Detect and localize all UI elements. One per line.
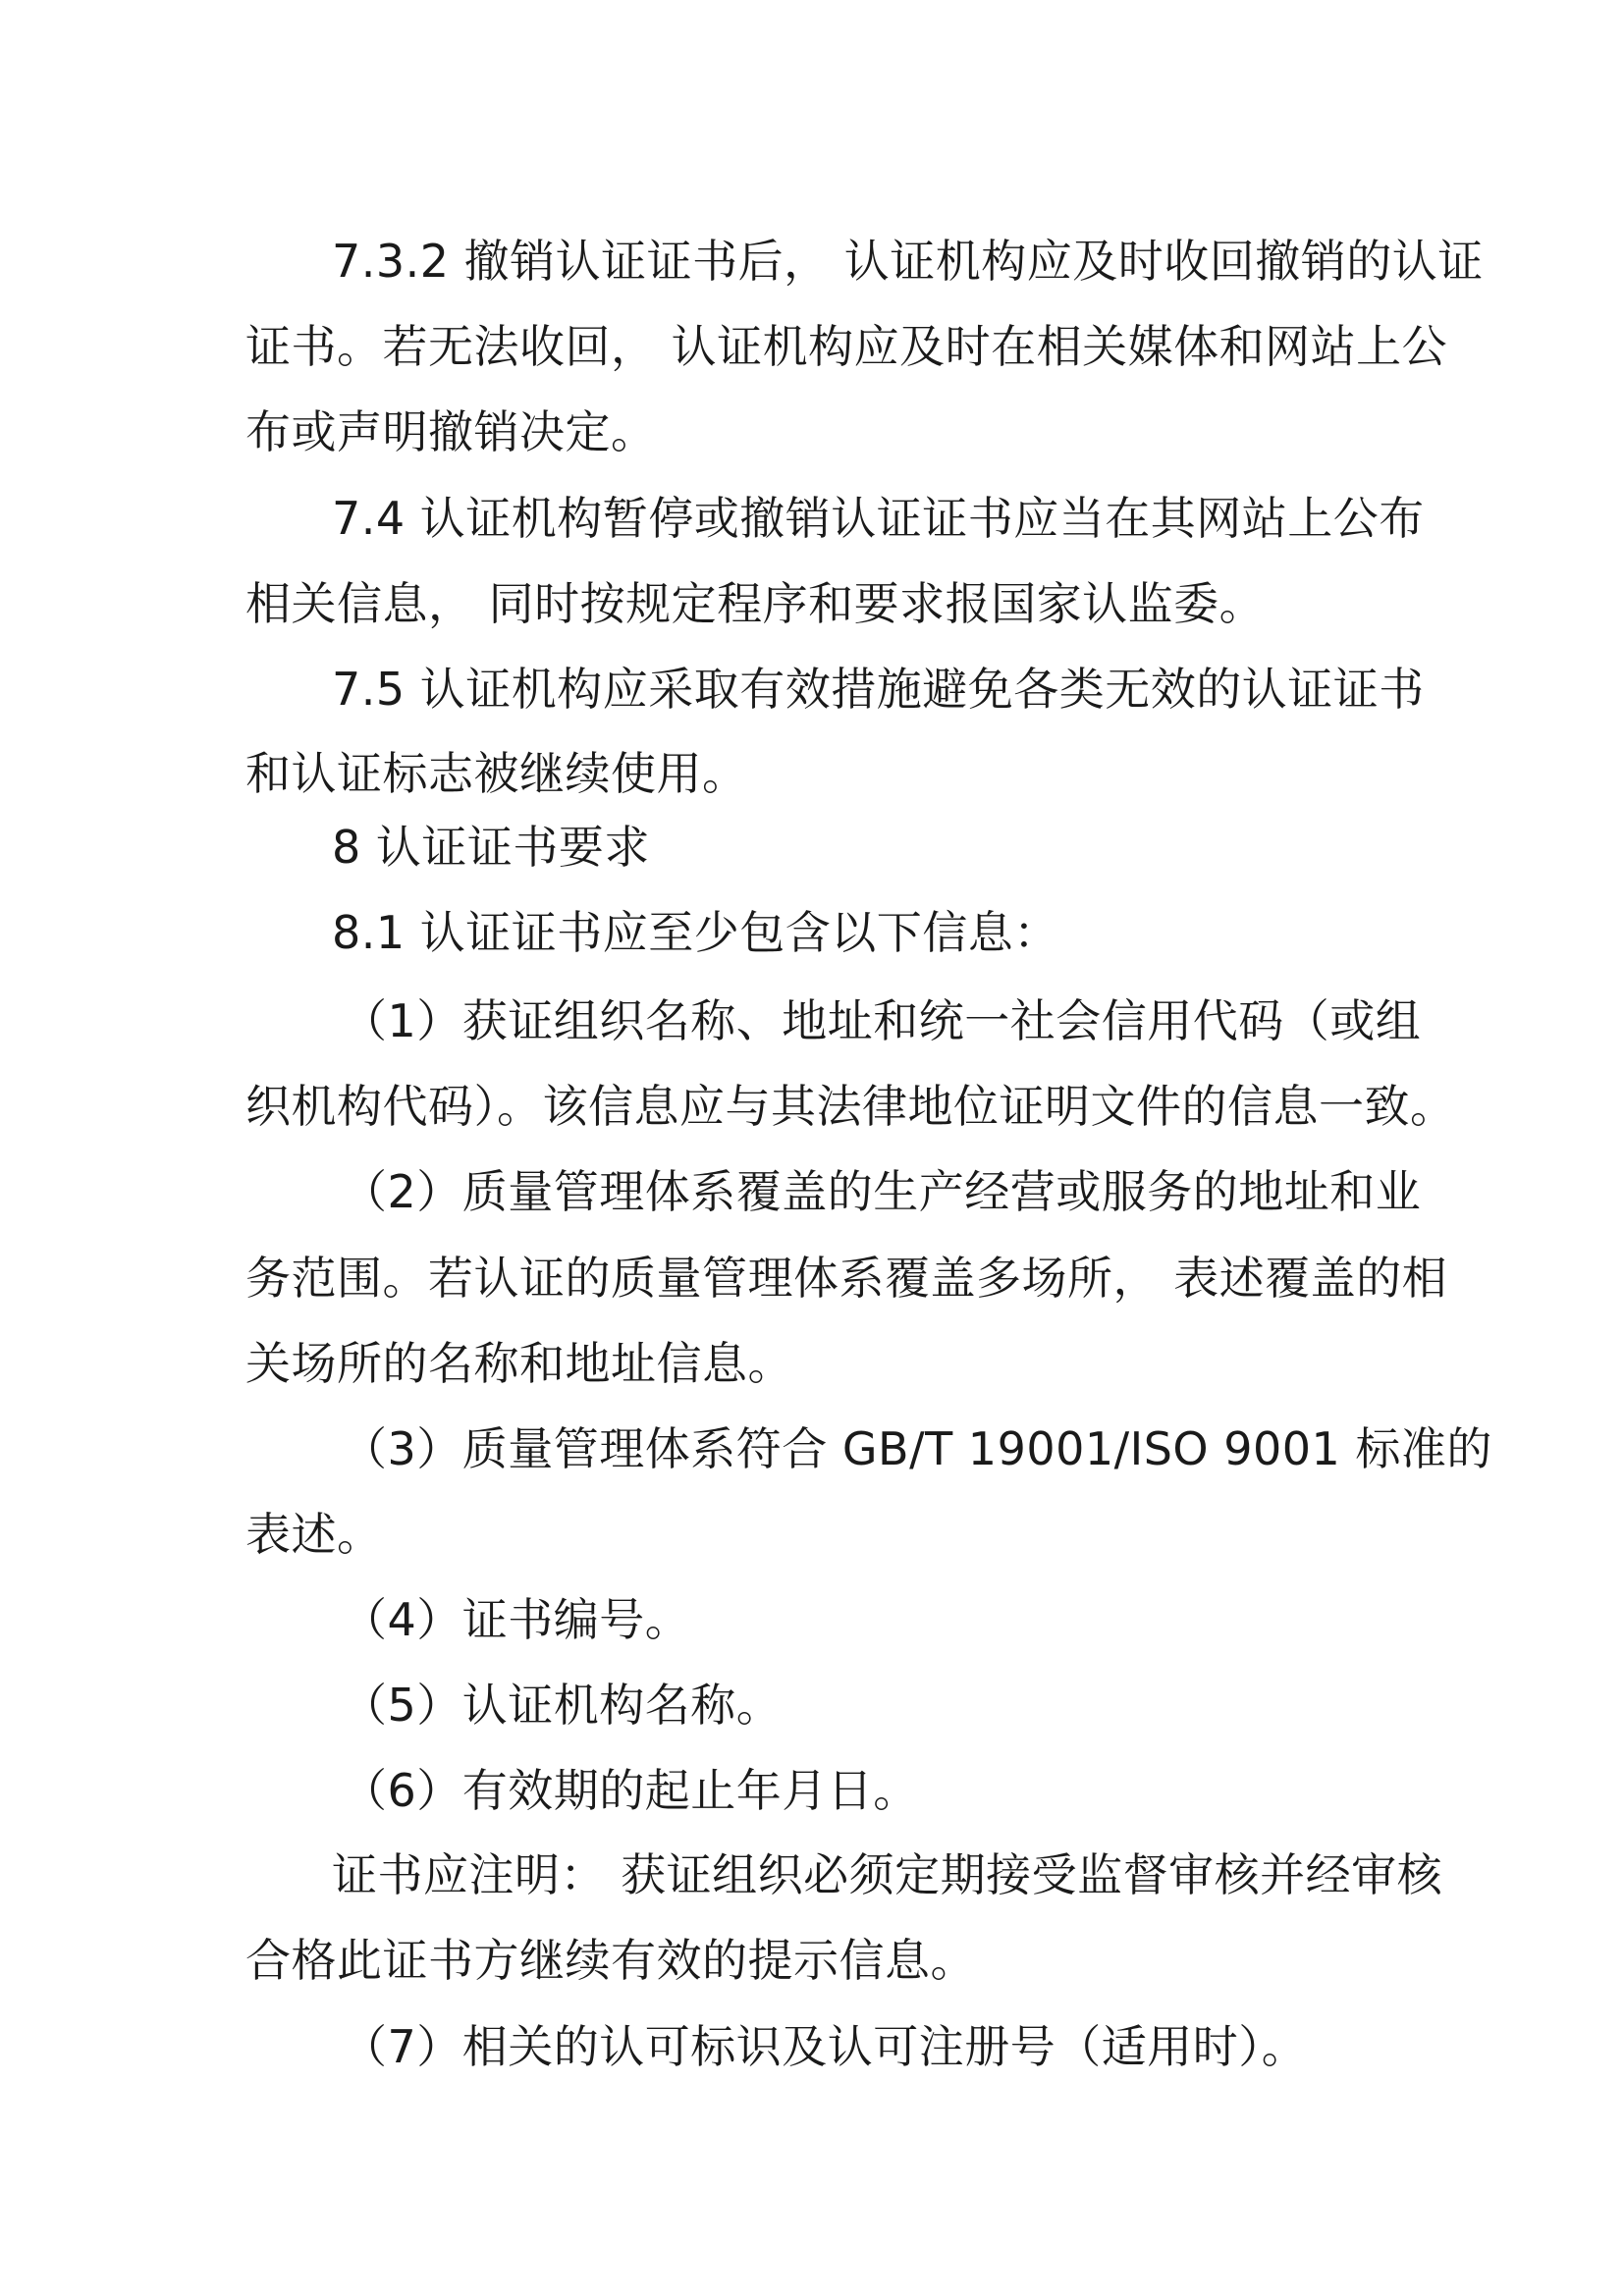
para-7-3-2-line-3: 布或声明撤销决定。	[245, 405, 657, 458]
para-8-1: 8.1 认证证书应至少包含以下信息：	[332, 906, 1059, 959]
item-1-line-1: （1）获证组织名称、地址和统一社会信用代码（或组	[342, 994, 1422, 1047]
para-7-5-line-1: 7.5 认证机构应采取有效措施避免各类无效的认证证书	[332, 663, 1425, 716]
item-1-line-2: 织机构代码）。该信息应与其法律地位证明文件的信息一致。	[245, 1080, 1456, 1133]
item-2-line-3: 关场所的名称和地址信息。	[245, 1337, 793, 1390]
item-4: （4）证书编号。	[342, 1593, 691, 1646]
para-7-4-line-2: 相关信息， 同时按规定程序和要求报国家认监委。	[245, 577, 1266, 630]
certificate-note-line-2: 合格此证书方继续有效的提示信息。	[245, 1934, 976, 1987]
item-2-line-2: 务范围。若认证的质量管理体系覆盖多场所， 表述覆盖的相	[245, 1252, 1448, 1305]
item-3-line-2: 表述。	[245, 1508, 383, 1561]
item-3-line-1: （3）质量管理体系符合 GB/T 19001/ISO 9001 标准的	[342, 1422, 1492, 1475]
certificate-note-line-1: 证书应注明： 获证组织必须定期接受监督审核并经审核	[332, 1848, 1443, 1901]
item-2-line-1: （2）质量管理体系覆盖的生产经营或服务的地址和业	[342, 1165, 1422, 1218]
section-8-heading: 8 认证证书要求	[332, 821, 650, 874]
para-7-3-2-line-2: 证书。若无法收回， 认证机构应及时在相关媒体和网站上公	[245, 320, 1448, 373]
para-7-5-line-2: 和认证标志被继续使用。	[245, 747, 748, 800]
para-7-4-line-1: 7.4 认证机构暂停或撤销认证证书应当在其网站上公布	[332, 492, 1425, 545]
item-7: （7）相关的认可标识及认可注册号（适用时）。	[342, 2020, 1308, 2073]
item-5: （5）认证机构名称。	[342, 1679, 783, 1732]
para-7-3-2-line-1: 7.3.2 撤销认证证书后， 认证机构应及时收回撤销的认证	[332, 235, 1484, 288]
item-6: （6）有效期的起止年月日。	[342, 1764, 919, 1817]
